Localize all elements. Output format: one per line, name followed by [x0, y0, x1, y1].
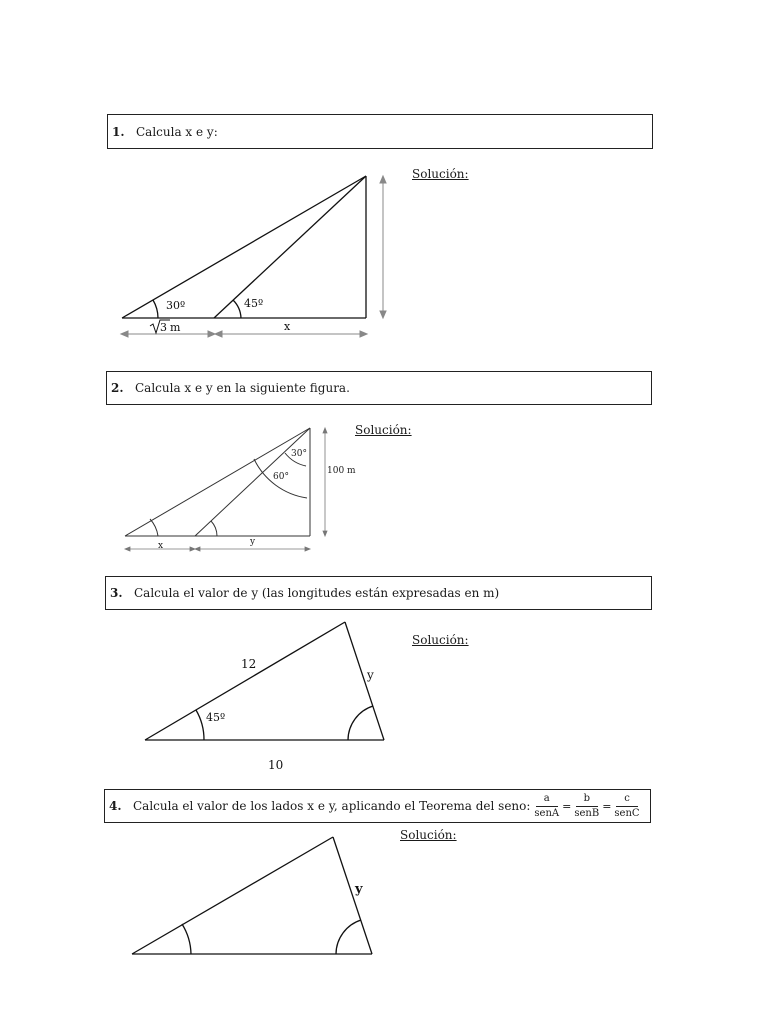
- fig1-angle-45-label: 45º: [244, 297, 264, 310]
- problem-text: Calcula el valor de los lados x e y, aplicando el Teorema del seno:: [133, 799, 531, 813]
- sine-law-fraction-c: $\frac{c}{\text{senC}}$: [614, 792, 640, 819]
- fig1-x-label: x: [284, 320, 291, 333]
- fig2-y-label: y: [250, 537, 256, 547]
- problem-number: 3.: [110, 586, 123, 600]
- problem-number: 2.: [111, 381, 124, 395]
- problem-text: Calcula x e y en la siguiente figura.: [135, 381, 350, 395]
- problem-number: 4.: [109, 799, 122, 813]
- fig3-side-12: 12: [241, 657, 257, 671]
- solution-label: Solución:: [400, 828, 457, 842]
- fig2-height-label: 100 m: [327, 466, 356, 476]
- solution-label: Solución:: [355, 423, 412, 437]
- fig3-side-y: y: [367, 668, 374, 682]
- svg-text:3: 3: [160, 321, 167, 334]
- solution-label: Solución:: [412, 167, 469, 181]
- solution-label: Solución:: [412, 633, 469, 647]
- problem-4-statement: 4. Calcula el valor de los lados x e y, aplicando el Teorema del seno: $\frac{a}{\text{senA}}$ = $\frac{b}{\text{senB}}$ = $\frac{c}{\text{senC}}$: [104, 789, 651, 823]
- problem-text: Calcula x e y:: [136, 124, 218, 139]
- fig4-side-y: y: [355, 882, 363, 897]
- svg-text:m: m: [170, 321, 181, 334]
- fig3-angle-45: 45º: [206, 711, 226, 724]
- sine-law-fraction-b: $\frac{b}{\text{senB}}$: [574, 792, 600, 819]
- problem-text: Calcula el valor de y (las longitudes están expresadas en m): [134, 586, 500, 600]
- fig3-base-10: 10: [268, 758, 284, 772]
- fig2-angle-30-label: 30°: [291, 449, 307, 459]
- problem-number: 1.: [112, 124, 125, 139]
- fig2-angle-60-label: 60°: [273, 472, 289, 482]
- sine-law-fraction-a: $\frac{a}{\text{senA}}$: [534, 792, 560, 819]
- fig1-angle-30-label: 30º: [166, 299, 186, 312]
- fig2-x-label: x: [158, 541, 164, 551]
